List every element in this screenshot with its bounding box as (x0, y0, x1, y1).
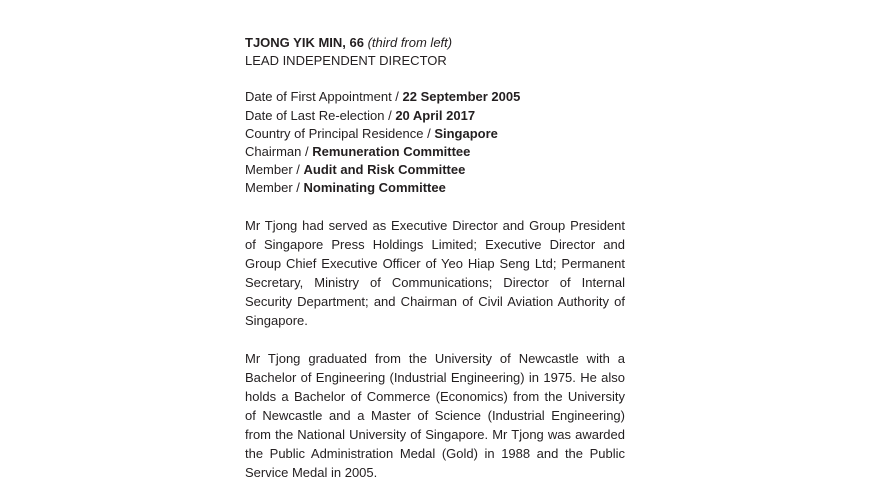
fact-chairman (245, 143, 625, 161)
director-name-line (245, 34, 625, 52)
fact-label: Member / (245, 180, 300, 196)
fact-member-audit (245, 161, 625, 179)
photo-position-note: (third from left) (367, 35, 453, 50)
director-facts (245, 88, 625, 197)
fact-first-appointment (245, 88, 625, 106)
bio-paragraph-education: Mr Tjong graduated from the University of Newcastle with a Bachelor of Engineering (Industrial Engineering) in 1975. He also holds a Bachelor of Commerce (Economics) from the University of Newcastle and a Master of Science (Industrial Engineering) from the National University of Singapore. Mr Tjong was awarded the Public Administration Medal (Gold) in 1988 and the Public Service Medal in 2005. (245, 350, 625, 480)
fact-label: Chairman / (245, 144, 309, 160)
fact-label: Date of First Appointment / (245, 89, 399, 105)
fact-member-nominating (245, 179, 625, 197)
fact-residence (245, 125, 625, 143)
fact-value: Singapore (434, 125, 498, 141)
bio-paragraph-career: Mr Tjong had served as Executive Director and Group President of Singapore Press Holdings Limited; Executive Director and Group Chief Executive Officer of Yeo Hiap Seng Ltd; Permanent Secretary, Ministry of Communications; Director of Internal Security Department; and Chairman of Civil Aviation Authority of Singapore. (245, 217, 625, 328)
fact-label: Member / (245, 162, 300, 178)
fact-value: Nominating Committee (303, 180, 446, 196)
fact-value: 20 April 2017 (395, 107, 476, 123)
director-name: TJONG YIK MIN, 66 (245, 35, 364, 50)
fact-label: Country of Principal Residence / (245, 125, 431, 141)
director-profile (245, 34, 625, 482)
director-role: LEAD INDEPENDENT DIRECTOR (245, 53, 447, 69)
fact-last-reelection (245, 107, 625, 125)
fact-label: Date of Last Re-election / (245, 107, 392, 123)
fact-value: 22 September 2005 (402, 89, 521, 105)
fact-value: Remuneration Committee (312, 144, 471, 160)
fact-value: Audit and Risk Committee (303, 162, 466, 178)
